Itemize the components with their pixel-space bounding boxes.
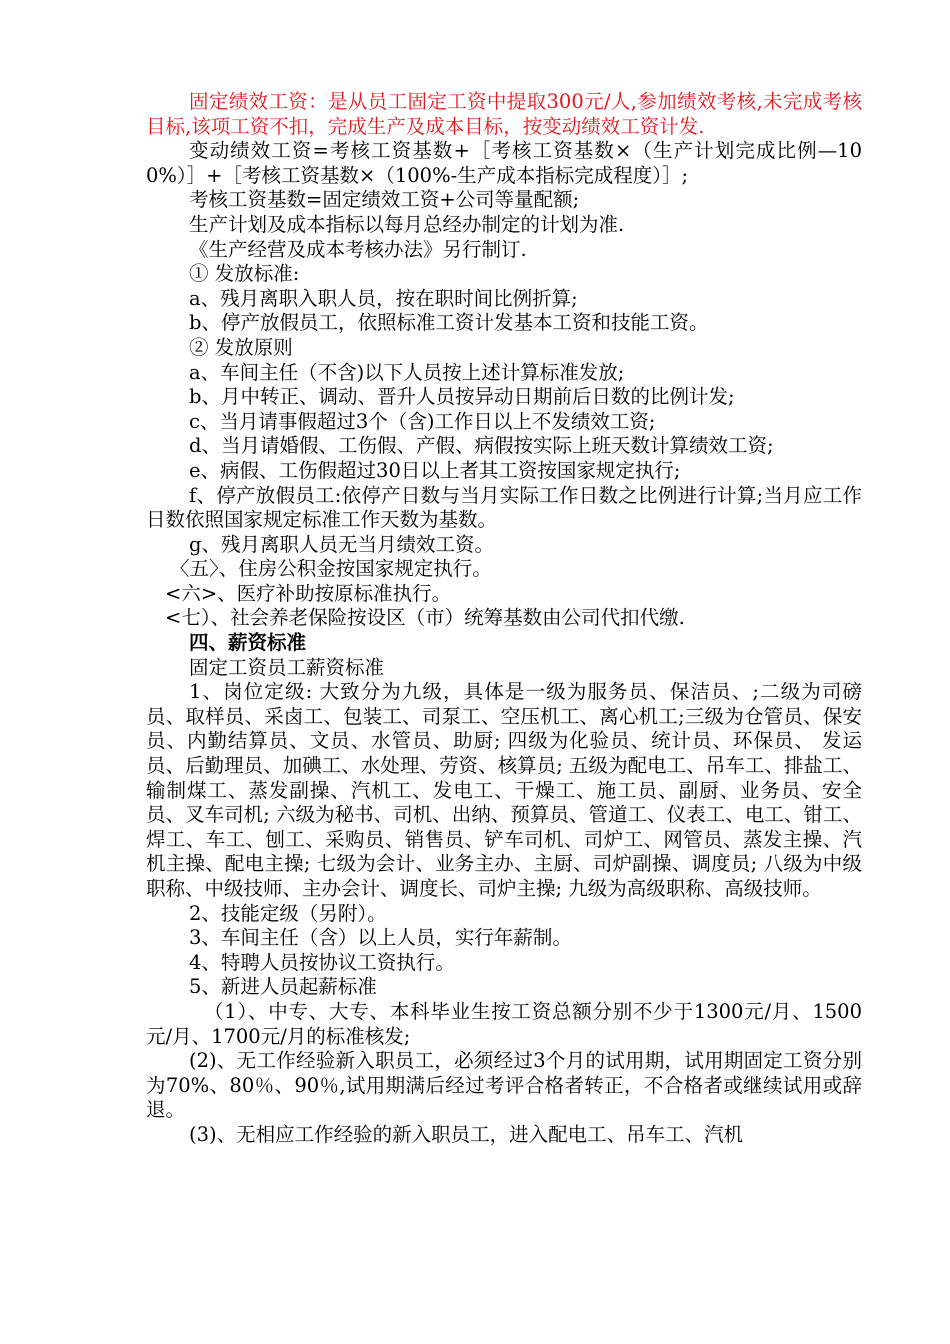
paragraph: 5、新进人员起薪标准 [189, 975, 377, 999]
paragraph: ② 发放原则 [189, 335, 293, 359]
paragraph: 2、技能定级（另附）。 [189, 901, 387, 925]
paragraph: <七）、社会养老保险按设区（市）统筹基数由公司代扣代缴. [165, 606, 685, 630]
paragraph: e、病假、工伤假超过30日以上者其工资按国家规定执行; [189, 458, 681, 482]
paragraph: (3)、无相应工作经验的新入职员工，进入配电工、吊车工、汽机 [189, 1122, 744, 1146]
section-heading: 四、薪资标准 [189, 631, 307, 655]
paragraph: 3、车间主任（含）以上人员，实行年薪制。 [189, 926, 572, 950]
paragraph: b、停产放假员工，依照标准工资计发基本工资和技能工资。 [189, 311, 709, 335]
paragraph: 变动绩效工资=考核工资基数+［考核工资基数×（生产计划完成比例—100%）］+［考核工资基数×（100%-生产成本指标完成程度）］; [146, 139, 862, 187]
document-page [146, 90, 862, 1148]
paragraph: 考核工资基数=固定绩效工资+公司等量配额; [189, 188, 580, 212]
paragraph: d、当月请婚假、工伤假、产假、病假按实际上班天数计算绩效工资; [189, 434, 774, 458]
paragraph: 固定绩效工资：是从员工固定工资中提取300元/人,参加绩效考核,未完成考核目标,该项工资不扣，完成生产及成本目标，按变动绩效工资计发. [146, 90, 862, 138]
paragraph: c、当月请事假超过3个（含)工作日以上不发绩效工资; [189, 409, 656, 433]
paragraph: g、残月离职人员无当月绩效工资。 [189, 532, 494, 556]
paragraph: ① 发放标准: [189, 262, 300, 286]
paragraph: a、车间主任（不含)以下人员按上述计算标准发放; [189, 360, 625, 384]
paragraph: (2)、无工作经验新入职员工，必须经过3个月的试用期，试用期固定工资分别为70%、80％、90％,试用期满后经过考评合格者转正，不合格者或继续试用或辞退。 [146, 1049, 862, 1122]
paragraph: 4、特聘人员按协议工资执行。 [189, 950, 455, 974]
paragraph: 1、岗位定级: 大致分为九级，具体是一级为服务员、保洁员、;二级为司磅员、取样员、采卤工、包装工、司泵工、空压机工、离心机工;三级为仓管员、保安员、内勤结算员、文员、水管员、助厨; 四级为化验员、统计员、环保员、 发运员、后勤理员、加碘工、水处理、劳资、核算员; 五级为配电工、吊车工、排盐工、输制煤工、蒸发副操、汽机工、发电工、干燥工、施工员、副厨、业务员、安全员、叉车司机; 六级为秘书、司机、出纳、预算员、管道工、仪表工、电工、钳工、焊工、车工、刨工、采购员、销售员、铲车司机、司炉工、网管员、蒸发主操、汽机主操、配电主操; 七级为会计、业务主办、主厨、司炉副操、调度员; 八级为中级职称、中级技师、主办会计、调度长、司炉主操; 九级为高级职称、高级技师。 [146, 680, 862, 900]
paragraph: b、月中转正、调动、晋升人员按异动日期前后日数的比例计发; [189, 385, 735, 409]
paragraph: f、停产放假员工:依停产日数与当月实际工作日数之比例进行计算;当月应工作日数依照国家规定标准工作天数为基数。 [146, 483, 862, 532]
paragraph: 〈五〉、住房公积金按国家规定执行。 [170, 557, 492, 581]
paragraph: 生产计划及成本指标以每月总经办制定的计划为准. [189, 212, 625, 236]
paragraph: （1）、中专、大专、本科毕业生按工资总额分别不少于1300元/月、1500元/月、1700元/月的标准核发; [146, 999, 862, 1048]
paragraph: 固定工资员工薪资标准 [189, 655, 385, 679]
paragraph: a、残月离职入职人员，按在职时间比例折算; [189, 286, 578, 310]
paragraph: <六>、医疗补助按原标准执行。 [165, 581, 452, 605]
paragraph: 《生产经营及成本考核办法》另行制订. [189, 237, 527, 261]
